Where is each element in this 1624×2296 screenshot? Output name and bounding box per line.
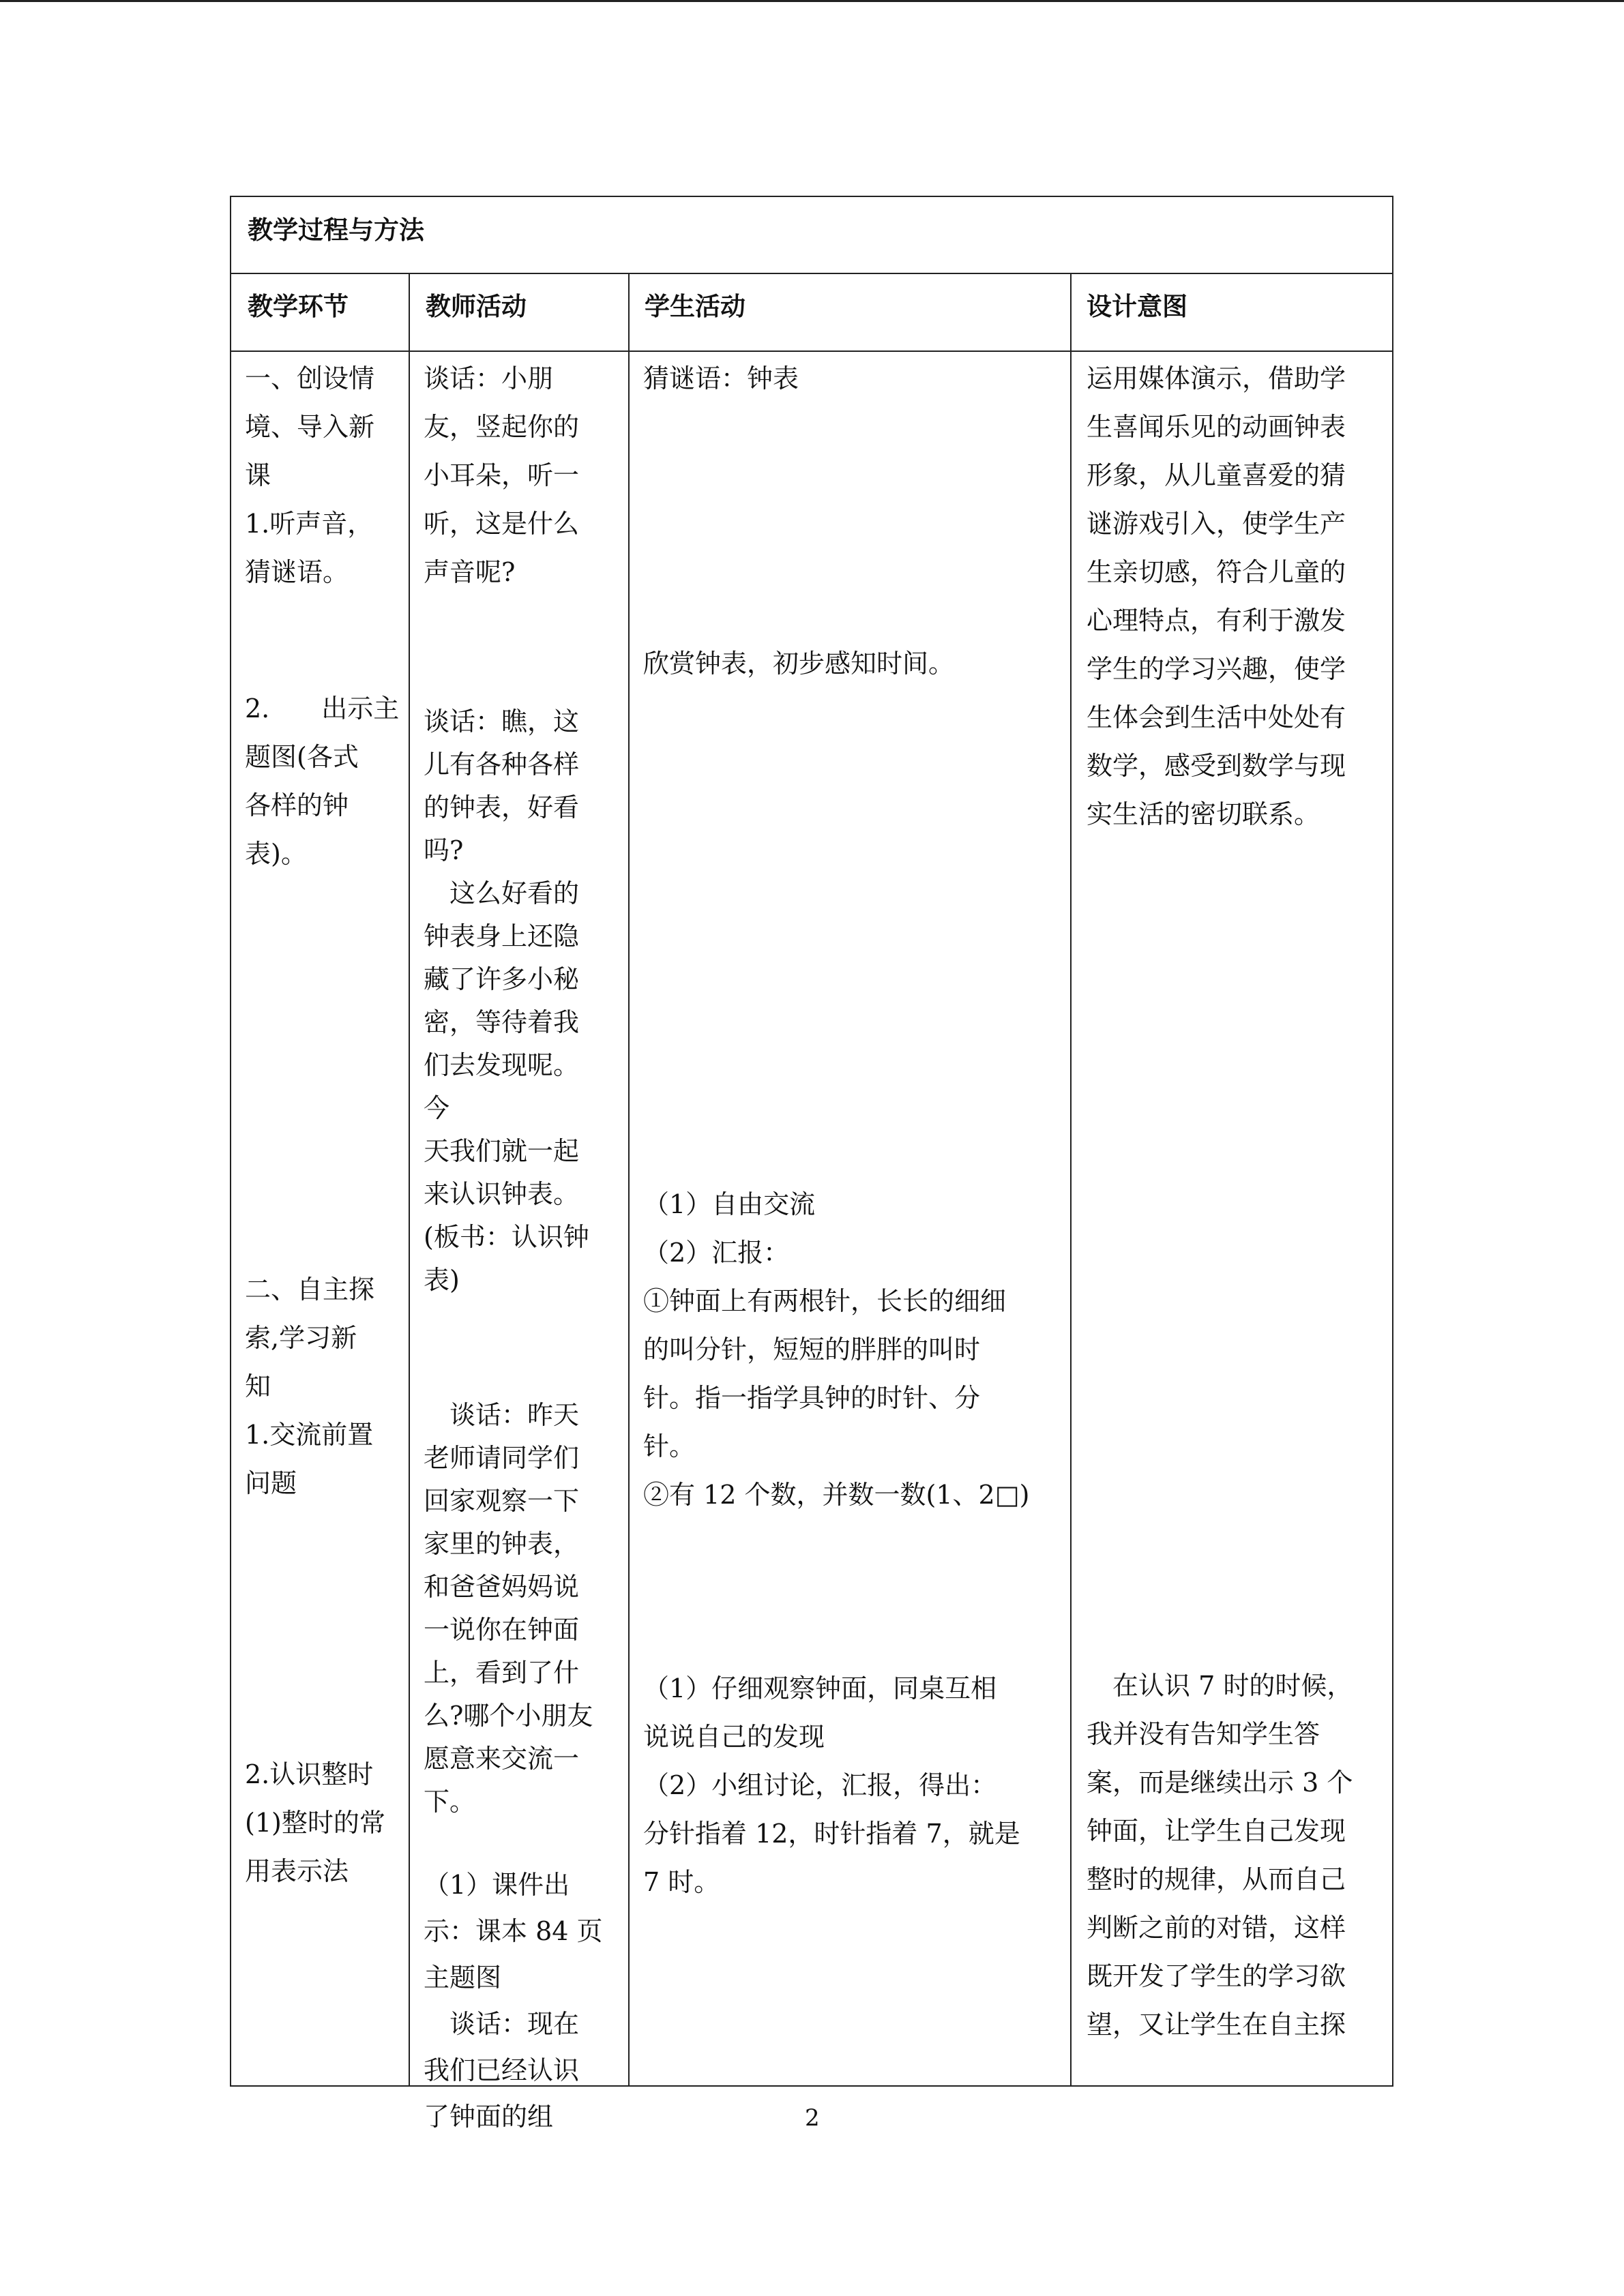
student-line: 说说自己的发现 xyxy=(643,1722,825,1752)
header-student-activity: 学生活动 xyxy=(645,291,745,321)
teacher-line: 今 xyxy=(424,1093,450,1123)
teacher-line: 表) xyxy=(424,1265,460,1295)
intent-line: 我并没有告知学生答 xyxy=(1087,1719,1320,1749)
stage-line: 题图(各式 xyxy=(245,742,359,772)
teacher-line: 主题图 xyxy=(424,1963,502,1993)
teacher-line: 谈话：昨天 xyxy=(424,1400,580,1430)
student-block-3 xyxy=(643,1180,1065,1519)
student-line: （2）小组讨论，汇报，得出： xyxy=(643,1770,997,1800)
teacher-line: 谈话：瞧，这 xyxy=(424,706,580,736)
teacher-line: 的钟表，好看 xyxy=(424,792,580,822)
student-line: （1）仔细观察钟面，同桌互相 xyxy=(643,1673,997,1703)
teacher-line: 我们已经认识 xyxy=(424,2055,580,2085)
intent-line: 谜游戏引入，使学生产 xyxy=(1087,509,1346,539)
stage-line: 用表示法 xyxy=(245,1856,349,1886)
stage-line: 2. 出示主 xyxy=(245,694,400,724)
intent-line: 数学，感受到数学与现 xyxy=(1087,751,1346,781)
teacher-line: 谈话：现在 xyxy=(424,2009,580,2039)
lesson-table xyxy=(230,196,1393,2132)
teacher-line: 小耳朵，听一 xyxy=(424,460,580,490)
stage-block-4 xyxy=(245,1750,404,1896)
student-line: 分针指着 12，时针指着 7，就是 xyxy=(643,1819,1020,1849)
student-line: 欣赏钟表，初步感知时间。 xyxy=(643,648,955,679)
teacher-activity-column xyxy=(410,351,628,2132)
teacher-block-3 xyxy=(424,1394,624,1823)
intent-line: 案，而是继续出示 3 个 xyxy=(1087,1768,1353,1798)
teacher-line: 老师请同学们 xyxy=(424,1443,580,1473)
teacher-line: 友，竖起你的 xyxy=(424,412,580,442)
stage-line: 表)。 xyxy=(245,839,307,869)
teacher-line: 声音呢? xyxy=(424,557,516,587)
stage-line: 课 xyxy=(245,460,271,490)
intent-line: 整时的规律，从而自己 xyxy=(1087,1864,1346,1894)
student-block-4 xyxy=(643,1665,1065,1907)
intent-line: 实生活的密切联系。 xyxy=(1087,799,1320,829)
page-number: 2 xyxy=(805,2104,820,2132)
top-border-line xyxy=(0,0,1624,2)
teacher-line: 来认识钟表。 xyxy=(424,1179,580,1209)
student-line: ①钟面上有两根针，长长的细细 xyxy=(643,1286,1007,1316)
stage-column xyxy=(231,351,409,2085)
stage-block-3 xyxy=(245,1266,404,1508)
stage-block-1 xyxy=(245,355,404,597)
teacher-line: 家里的钟表， xyxy=(424,1529,580,1559)
teacher-line: 儿有各种各样 xyxy=(424,749,580,779)
teacher-line: 上，看到了什 xyxy=(424,1658,580,1688)
teacher-line: 和爸爸妈妈说 xyxy=(424,1572,580,1602)
intent-line: 既开发了学生的学习欲 xyxy=(1087,1961,1346,1991)
teacher-line: 密，等待着我 xyxy=(424,1007,580,1037)
stage-line: 知 xyxy=(245,1371,271,1401)
teacher-line: 愿意来交流一 xyxy=(424,1744,580,1774)
stage-line: 2.认识整时 xyxy=(245,1759,374,1789)
student-line: 7 时。 xyxy=(643,1867,720,1897)
teacher-line: 这么好看的 xyxy=(424,878,580,908)
teacher-line: 么?哪个小朋友 xyxy=(424,1701,593,1731)
stage-line: (1)整时的常 xyxy=(245,1808,385,1838)
teacher-line: 钟表身上还隐 xyxy=(424,921,580,951)
stage-line: 索,学习新 xyxy=(245,1323,357,1353)
stage-line: 1.听声音， xyxy=(245,509,374,539)
teacher-line: 下。 xyxy=(424,1787,476,1817)
teacher-line: (板书：认识钟 xyxy=(424,1222,589,1252)
teacher-line: 听，这是什么 xyxy=(424,509,580,539)
teacher-line: 了钟面的组 xyxy=(424,2102,554,2132)
design-intent-column xyxy=(1072,351,1393,2085)
student-activity-column xyxy=(630,351,1070,2085)
header-design-intent: 设计意图 xyxy=(1087,291,1187,321)
intent-block-1 xyxy=(1087,355,1388,839)
stage-line: 一、创设情 xyxy=(245,363,375,393)
intent-block-2 xyxy=(1087,1662,1388,2049)
teacher-block-1 xyxy=(424,355,624,597)
student-block-2 xyxy=(643,640,1065,688)
stage-line: 各样的钟 xyxy=(245,790,349,820)
intent-line: 运用媒体演示，借助学 xyxy=(1087,363,1346,393)
stage-line: 境、导入新 xyxy=(245,412,375,442)
stage-line: 猜谜语。 xyxy=(245,557,349,587)
teacher-line: （1）课件出 xyxy=(424,1870,570,1900)
teacher-line: 藏了许多小秘 xyxy=(424,964,580,994)
student-block-1 xyxy=(643,355,1065,403)
student-line: 的叫分针，短短的胖胖的叫时 xyxy=(643,1335,981,1365)
teacher-line: 回家观察一下 xyxy=(424,1486,580,1516)
stage-block-2 xyxy=(245,685,404,878)
student-line: （2）汇报： xyxy=(643,1238,790,1268)
intent-line: 形象，从儿童喜爱的猜 xyxy=(1087,460,1346,490)
intent-line: 心理特点，有利于激发 xyxy=(1087,606,1346,636)
header-teacher-activity: 教师活动 xyxy=(426,291,527,321)
intent-line: 判断之前的对错，这样 xyxy=(1087,1913,1346,1943)
teacher-line: 谈话：小朋 xyxy=(424,363,554,393)
intent-line: 生喜闻乐见的动画钟表 xyxy=(1087,412,1346,442)
student-line: 针。 xyxy=(643,1431,696,1461)
teacher-block-2 xyxy=(424,700,624,1302)
teacher-line: 示：课本 84 页 xyxy=(424,1916,603,1946)
stage-line: 1.交流前置 xyxy=(245,1420,374,1450)
teacher-line: 天我们就一起 xyxy=(424,1136,580,1166)
intent-line: 生体会到生活中处处有 xyxy=(1087,702,1346,732)
student-line: ②有 12 个数，并数一数(1、2□) xyxy=(643,1480,1030,1510)
intent-line: 生亲切感，符合儿童的 xyxy=(1087,557,1346,587)
teacher-block-4 xyxy=(424,1862,624,2140)
section-title: 教学过程与方法 xyxy=(248,215,424,245)
intent-line: 钟面，让学生自己发现 xyxy=(1087,1816,1346,1846)
student-line: （1）自由交流 xyxy=(643,1189,816,1219)
row-divider xyxy=(231,273,1392,274)
student-line: 猜谜语：钟表 xyxy=(643,363,799,393)
intent-line: 在认识 7 时的时候， xyxy=(1087,1671,1353,1701)
intent-line: 学生的学习兴趣，使学 xyxy=(1087,654,1346,684)
stage-line: 二、自主探 xyxy=(245,1274,375,1304)
student-line: 针。指一指学具钟的时针、分 xyxy=(643,1383,981,1413)
stage-line: 问题 xyxy=(245,1468,297,1498)
teacher-line: 一说你在钟面 xyxy=(424,1615,580,1645)
header-stage: 教学环节 xyxy=(248,291,349,321)
teacher-line: 吗? xyxy=(424,835,464,865)
teacher-line: 们去发现呢。 xyxy=(424,1050,580,1080)
intent-line: 望，又让学生在自主探 xyxy=(1087,2010,1346,2040)
